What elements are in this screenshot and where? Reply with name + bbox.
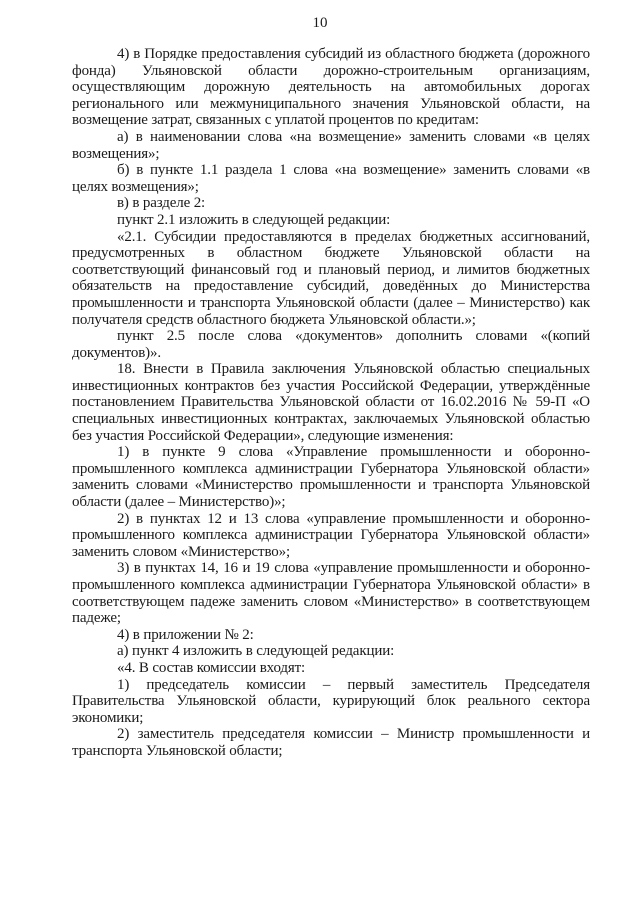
paragraph-commission-chair: 1) председатель комиссии – первый заместитель Председателя Правительства Ульяновской области, курирующий блок реального сектора экономики; — [72, 676, 590, 726]
paragraph-item-4: 4) в Порядке предоставления субсидий из областного бюджета (дорожного фонда) Ульяновской области дорожно-строительным организациям, осуществляющим дорожную деятельность на автомобильных дорогах регионального или межмуниципального значения Ульяновской области, на возмещение затрат, связанных с уплатой процентов по кредитам: — [72, 46, 590, 129]
paragraph-18-sub-2: 2) в пунктах 12 и 13 слова «управление промышленности и оборонно-промышленного комплекса администрации Губернатора Ульяновской области» заменить словом «Министерство»; — [72, 510, 590, 560]
paragraph-commission-intro: «4. В состав комиссии входят: — [117, 659, 306, 676]
paragraph-item-18: 18. Внести в Правила заключения Ульяновской областью специальных инвестиционных контрактов без участия Российской Федерации, утверждённые постановлением Правительства Ульяновской области от 16.02.2016 № 59-П «О специальных инвестиционных контрактах, заключаемых Ульяновской областью без участия Российской Федерации», следующие изменения: — [72, 361, 590, 444]
paragraph-18-sub-3: 3) в пунктах 14, 16 и 19 слова «управление промышленности и оборонно-промышленного комплекса администрации Губернатора Ульяновской области» в соответствующем падеже заменить словом «Министерство» в соответствующем падеже; — [72, 560, 590, 627]
paragraph-sub-v: в) в разделе 2: — [117, 195, 206, 212]
paragraph-18-sub-4: 4) в приложении № 2: — [117, 626, 254, 643]
page-number: 10 — [312, 15, 328, 31]
paragraph-18-sub-1: 1) в пункте 9 слова «Управление промышленности и оборонно-промышленного комплекса администрации Губернатора Ульяновской области» заменить словами «Министерство промышленности и транспорта Ульяновской области (далее – Министерство)»; — [72, 444, 590, 511]
document-body — [72, 46, 590, 760]
paragraph-18-sub-4a: а) пункт 4 изложить в следующей редакции: — [117, 643, 395, 660]
paragraph-point-2-1-intro: пункт 2.1 изложить в следующей редакции: — [117, 211, 391, 228]
paragraph-commission-deputy: 2) заместитель председателя комиссии – Министр промышленности и транспорта Ульяновской области; — [72, 726, 590, 759]
paragraph-point-2-1-text: «2.1. Субсидии предоставляются в пределах бюджетных ассигнований, предусмотренных в областном бюджете Ульяновской области на соответствующий финансовый год и плановый период, и лимитов бюджетных обязательств на предоставление субсидий, доведённых до Министерства промышленности и транспорта Ульяновской области (далее – Министерство) как получателя средств областного бюджета Ульяновской области.»; — [72, 228, 590, 328]
paragraph-point-2-5: пункт 2.5 после слова «документов» дополнить словами «(копий документов)». — [72, 328, 590, 361]
paragraph-sub-a: а) в наименовании слова «на возмещение» заменить словами «в целях возмещения»; — [72, 128, 590, 162]
paragraph-sub-b: б) в пункте 1.1 раздела 1 слова «на возмещение» заменить словами «в целях возмещения»; — [72, 162, 590, 195]
